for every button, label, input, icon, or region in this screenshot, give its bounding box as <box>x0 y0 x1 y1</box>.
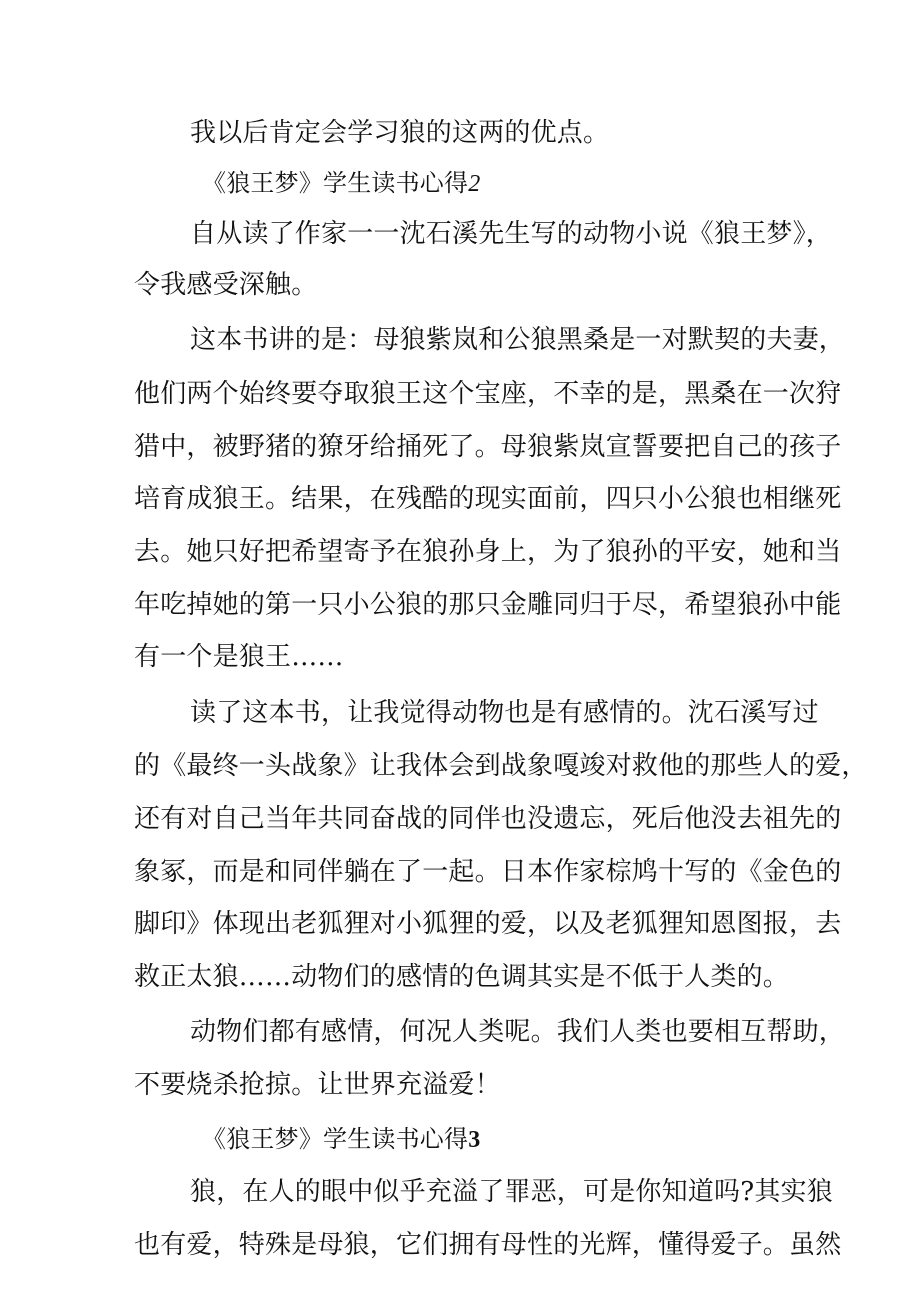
heading-text: 《狼王梦》学生读书心得 <box>202 1125 469 1153</box>
paragraph-line: 动物们都有感情，何况人类呢。我们人类也要相互帮助， <box>190 1017 846 1047</box>
paragraph-line: 年吃掉她的第一只小公狼的那只金雕同归于尽，希望狼孙中能 <box>134 590 842 620</box>
paragraph-line: 狼，在人的眼中似乎充溢了罪恶，可是你知道吗?其实狼 <box>190 1177 833 1207</box>
paragraph-line: 有一个是狼王…… <box>134 642 344 672</box>
paragraph-line: 救正太狼……动物们的感情的色调其实是不低于人类的。 <box>134 962 790 992</box>
paragraph-line: 我以后肯定会学习狼的这两的优点。 <box>190 118 610 148</box>
paragraph-line: 的《最终一头战象》让我体会到战象嘎竣对救他的那些人的爱， <box>134 751 868 781</box>
paragraph-line: 读了这本书，让我觉得动物也是有感情的。沈石溪写过 <box>190 698 819 728</box>
paragraph-line: 令我感受深触。 <box>134 270 318 300</box>
paragraph-line: 脚印》体现出老狐狸对小狐狸的爱，以及老狐狸知恩图报，去 <box>134 909 842 939</box>
paragraph-line: 猎中，被野猪的獠牙给捅死了。母狼紫岚宣誓要把自己的孩子 <box>134 432 842 462</box>
paragraph-line: 他们两个始终要夺取狼王这个宝座，不幸的是，黑桑在一次狩 <box>134 379 842 409</box>
section-heading-2 <box>202 166 480 201</box>
paragraph-line: 这本书讲的是：母狼紫岚和公狼黑桑是一对默契的夫妻， <box>190 325 846 355</box>
paragraph-line: 自从读了作家一一沈石溪先生写的动物小说《狼王梦》， <box>190 219 833 249</box>
heading-number: 3 <box>468 1127 481 1153</box>
heading-number: 2 <box>468 171 481 197</box>
paragraph-line: 也有爱，特殊是母狼，它们拥有母性的光辉，懂得爱子。虽然 <box>134 1230 842 1260</box>
paragraph-line: 还有对自己当年共同奋战的同伴也没遗忘，死后他没去祖先的 <box>134 804 842 834</box>
paragraph-line: 培育成狼王。结果，在残酷的现实面前，四只小公狼也相继死 <box>134 484 842 514</box>
paragraph-line: 象冢，而是和同伴躺在了一起。日本作家棕鸠十写的《金色的 <box>134 857 842 887</box>
paragraph-line: 去。她只好把希望寄予在狼孙身上，为了狼孙的平安，她和当 <box>134 537 842 567</box>
paragraph-line: 不要烧杀抢掠。让世界充溢爱！ <box>134 1070 501 1100</box>
heading-text: 《狼王梦》学生读书心得 <box>202 169 469 197</box>
section-heading-3 <box>202 1122 480 1157</box>
